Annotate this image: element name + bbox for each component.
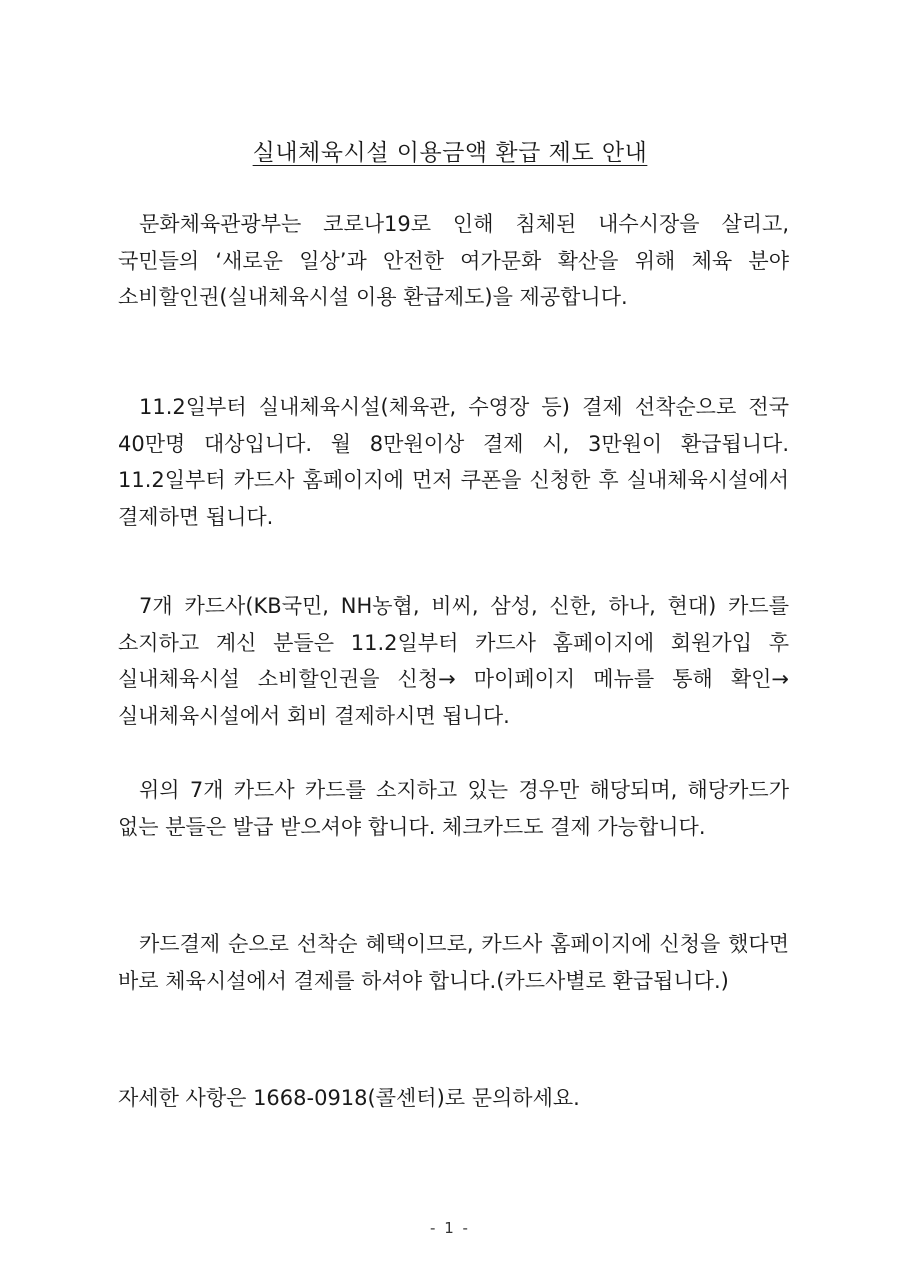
paragraph-intro: 문화체육관광부는 코로나19로 인해 침체된 내수시장을 살리고, 국민들의 ‘새로운 일상’과 안전한 여가문화 확산을 위해 체육 분야 소비할인권(실내체육시설 이용 환급제도)을 제공합니다.	[118, 212, 789, 309]
paragraph-schedule: 11.2일부터 실내체육시설(체육관, 수영장 등) 결제 선착순으로 전국 40만명 대상입니다. 월 8만원이상 결제 시, 3만원이 환급됩니다. 11.2일부터 카드사 홈페이지에 먼저 쿠폰을 신청한 후 실내체육시설에서 결제하면 됩니다.	[118, 395, 789, 529]
paragraph-contact: 자세한 사항은 1668-0918(콜센터)로 문의하세요.	[118, 1086, 580, 1110]
paragraph-card-requirement: 위의 7개 카드사 카드를 소지하고 있는 경우만 해당되며, 해당카드가 없는 분들은 발급 받으셔야 합니다. 체크카드도 결제 가능합니다.	[118, 778, 789, 839]
page-title: 실내체육시설 이용금액 환급 제도 안내	[252, 140, 648, 166]
paragraph-card-companies: 7개 카드사(KB국민, NH농협, 비씨, 삼성, 신한, 하나, 현대) 카드를 소지하고 계신 분들은 11.2일부터 카드사 홈페이지에 회원가입 후 실내체육시설 소비할인권을 신청→ 마이페이지 메뉴를 통해 확인→ 실내체육시설에서 회비 결제하시면 됩니다.	[118, 594, 789, 728]
paragraph-first-come: 카드결제 순으로 선착순 혜택이므로, 카드사 홈페이지에 신청을 했다면 바로 체육시설에서 결제를 하셔야 합니다.(카드사별로 환급됩니다.)	[118, 932, 789, 993]
page-number: - 1 -	[430, 1219, 470, 1237]
